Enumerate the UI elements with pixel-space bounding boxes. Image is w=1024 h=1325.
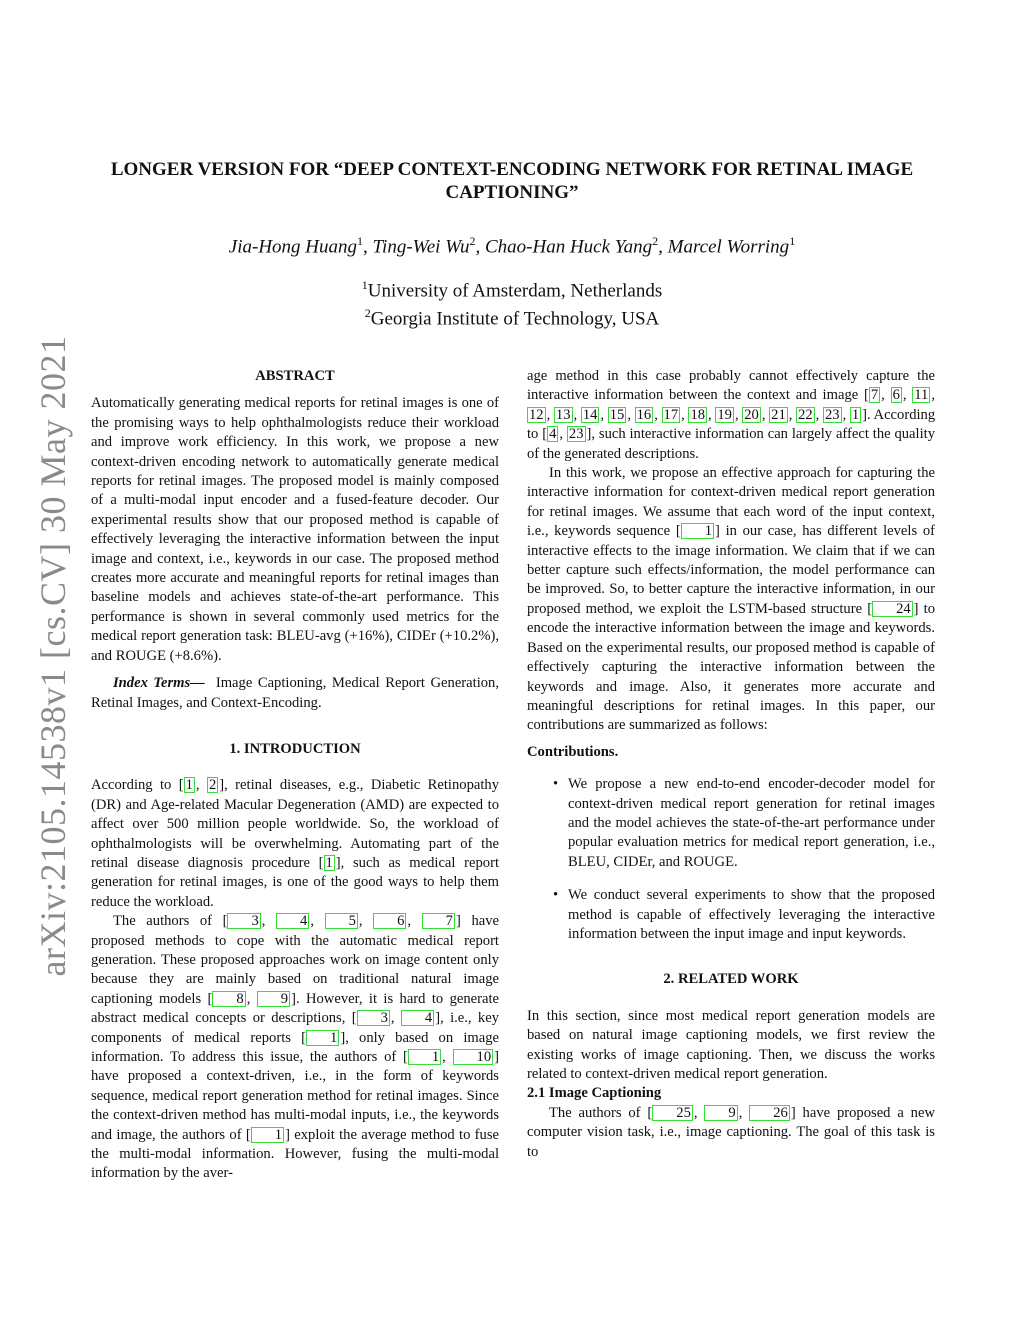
citation-link[interactable]: 6 (373, 913, 406, 929)
citation-link[interactable]: 23 (824, 406, 840, 423)
abstract-heading: ABSTRACT (255, 368, 335, 384)
author-list: Jia-Hong Huang$^1$, Ting-Wei Wu$^2$, Chao-Han Huck Yang$^2$, Marcel Worring$^1$ (228, 234, 796, 258)
intro-paragraph-1: According to [ 1 , 2 ], retinal diseases, e.g., Diabetic Retinopathy (DR) and Age-related Macular Degeneration (AMD) are expected to affect over 500 million people worldwide. So, the workload of ophthalmologists will be overwhelming. Automating part of the retinal disease diagnosis procedure [ 1 ], such as medical report generation for retinal images, is one of the good ways to help them reduce the workload. (91, 777, 500, 910)
contributions-list (527, 775, 935, 944)
citation-link[interactable]: 1 (325, 854, 333, 871)
citation-link[interactable]: 24 (872, 601, 913, 617)
citation-link[interactable]: 3 (227, 913, 260, 929)
citation-link[interactable]: 11 (914, 387, 929, 404)
citation-link[interactable]: 1 (185, 777, 193, 794)
citation-link[interactable]: 1 (408, 1049, 441, 1065)
citation-link[interactable]: 9 (704, 1105, 737, 1121)
citation-link[interactable]: 21 (771, 406, 786, 423)
citation-link[interactable]: 2 (208, 777, 217, 794)
author-affiliation-mark: 2 (469, 234, 476, 248)
affiliations (80, 274, 944, 331)
citation-link[interactable]: 18 (690, 406, 706, 423)
citation-link[interactable]: 1 (681, 523, 714, 539)
intro-paragraph-3: In this work, we propose an effective approach for capturing the interactive information for context-driven medical report generation for retinal images. We assume that each word of the input context, i.e., keywords sequence [ 1 ] in our case, has different levels of interactive effects to the image information. We claim that if we can better capture such effects/information, the model performance can be improved. So, to better capture the interactive information, in our proposed method, we exploit the LSTM-based structure [ 24 ] to encode the interactive information between the image and keywords. Based on the experimental results, our proposed method is capable of effectively capturing the interactive information between the keywords and image. Also, it generates more accurate and meaningful descriptions for retinal images. In this paper, our contributions are summarized as follows: (527, 465, 935, 734)
author-name: Marcel Worring (667, 236, 790, 258)
related-work-paragraph-2: The authors of [ 25 , 9 , 26 ] have proposed a new computer vision task, i.e., image captioning. The goal of this task is to (527, 1104, 935, 1160)
author-name: Ting-Wei Wu (372, 236, 470, 258)
citation-link[interactable]: 7 (422, 913, 455, 929)
author-affiliation-mark: 2 (652, 234, 659, 248)
abstract-text: Automatically generating medical reports for retinal images is one of the promising ways to help ophthalmologists reduce their workload and improve work efficiency. In this work, we propose a new context-driven encoding network to automatically generate medical reports for retinal images. The proposed model is mainly composed of a multi-modal input encoder and a fused-feature decoder. Our experimental results show that our proposed method is capable of effectively leveraging the interactive information between the input image and context, i.e., keywords in our case. The proposed method creates more accurate and meaningful reports for retinal images than baseline models and achieves state-of-the-art performance. This performance is shown in several commonly used metrics for the medical report generation task: BLEU-avg (+16%), CIDEr (+10.2%), and ROUGE (+8.6%). (91, 395, 499, 664)
image-captioning-subheading: 2.1 Image Captioning (527, 1085, 662, 1102)
author-name: Chao-Han Huck Yang (484, 236, 653, 258)
index-terms-text: Image Captioning, Medical Report Generation, Retinal Images, and Context-Encoding. (91, 675, 499, 711)
citation-link[interactable]: 4 (401, 1010, 434, 1026)
intro-paragraph-2: The authors of [ 3 , 4 , 5 , 6 , 7 ] have proposed methods to cope with the automatic medical report generation. These proposed approaches work on image content only because they are mainly based on traditional natural image captioning models [ 8 , 9 ]. However, it is hard to generate abstract medical concepts or descriptions, [ 3 , 4 ], i.e., key components of medical reports [ 1 ], only based on image information. To address this issue, the authors of [ 1 , 10 ] have proposed a context-driven, i.e., in the form of keywords sequence, medical report generation method for retinal images. Since the context-driven method has multi-modal inputs, i.e., the keywords and image, the authors of [ 1 ] exploit the average method to fuse the multi-modal information. However, fusing the multi-modal information by the aver- (91, 913, 500, 1182)
paper-title: LONGER VERSION FOR “DEEP CONTEXT-ENCODING NETWORK FOR RETINAL IMAGE CAPTIONING” (110, 159, 914, 203)
citation-link[interactable]: 9 (257, 991, 290, 1007)
citation-link[interactable]: 19 (717, 406, 732, 423)
intro-paragraph-2-continued: age method in this case probably cannot effectively capture the interactive information between the context and image [ 7 , 6 , 11 , 12 , 13 , 14 , 15 , 16 , 17 , 18 , 19 , 20 , 21 , 22 , 23 , 1 ]. According to [ 4 , 23 ], such interactive information can largely affect the quality of the generated descriptions. (527, 368, 936, 462)
citation-link[interactable]: 1 (306, 1030, 339, 1046)
citation-link[interactable]: 4 (549, 426, 557, 443)
citation-link[interactable]: 13 (555, 406, 571, 423)
citation-link[interactable]: 14 (582, 406, 598, 423)
citation-link[interactable]: 1 (851, 406, 860, 423)
citation-link[interactable]: 10 (453, 1049, 494, 1065)
related-work-heading: 2. RELATED WORK (663, 971, 799, 988)
arxiv-identifier-stamp: arXiv:2105.14538v1 [cs.CV] 30 May 2021 (33, 335, 73, 977)
author-affiliation-mark: 1 (789, 234, 796, 248)
citation-link[interactable]: 20 (744, 406, 759, 423)
citation-link[interactable]: 7 (870, 387, 879, 404)
affiliation-line: $^2$Georgia Institute of Technology, USA (364, 306, 660, 330)
contribution-item: • We conduct several experiments to show that the proposed method is capable of effectively leveraging the interactive information between the input image and input keywords. (553, 887, 935, 942)
citation-link[interactable]: 5 (325, 913, 358, 929)
related-work-paragraph-1: In this section, since most medical report generation models are based on natural image captioning models, we first review the existing works of image captioning. Then, we discuss the works related to context-driven medical report generation. (527, 1007, 935, 1082)
contributions-heading: Contributions. (527, 743, 619, 760)
left-column (91, 367, 499, 1184)
citation-link[interactable]: 23 (568, 426, 584, 443)
citation-link[interactable]: 16 (636, 406, 652, 423)
index-terms (91, 674, 499, 713)
citation-link[interactable]: 25 (652, 1105, 693, 1121)
introduction-heading: 1. INTRODUCTION (229, 740, 361, 757)
citation-link[interactable]: 4 (276, 913, 309, 929)
right-column (527, 367, 935, 1162)
citation-link[interactable]: 3 (357, 1010, 390, 1026)
citation-link[interactable]: 22 (798, 406, 813, 423)
index-terms-label: Index Terms— (113, 675, 205, 692)
author-name: Jia-Hong Huang (228, 236, 358, 258)
citation-link[interactable]: 15 (609, 406, 625, 423)
contribution-item: • We propose a new end-to-end encoder-decoder model for context-driven medical report generation for retinal images and the model achieves the state-of-the-art performance under popular evaluation metrics for medical report generation, i.e., BLEU, CIDEr, and ROUGE. (553, 776, 935, 870)
affiliation-line: $^1$University of Amsterdam, Netherlands (361, 278, 663, 302)
citation-link[interactable]: 17 (663, 406, 679, 423)
author-affiliation-mark: 1 (357, 234, 364, 248)
citation-link[interactable]: 26 (749, 1105, 790, 1121)
citation-link[interactable]: 1 (251, 1127, 284, 1143)
citation-link[interactable]: 6 (892, 387, 900, 404)
citation-link[interactable]: 12 (529, 406, 544, 423)
citation-link[interactable]: 8 (212, 991, 245, 1007)
